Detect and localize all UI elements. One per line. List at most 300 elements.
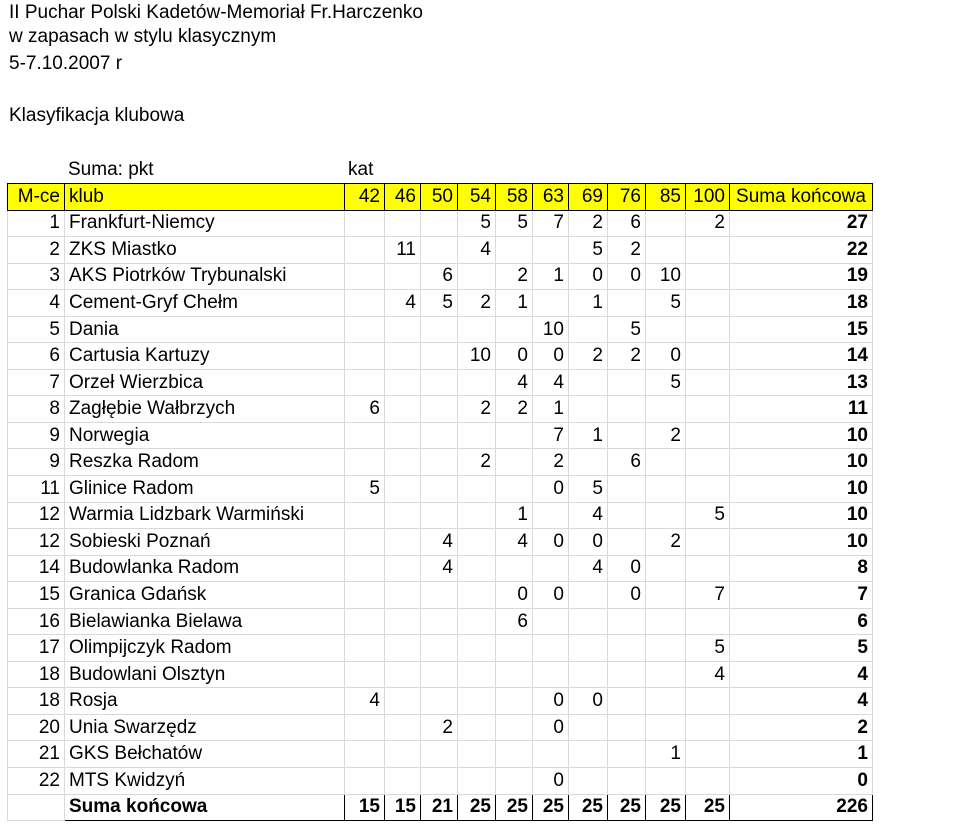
points-cell: [533, 661, 569, 688]
points-cell: 5: [458, 210, 496, 237]
place-cell: 2: [8, 237, 65, 264]
points-cell: [608, 608, 646, 635]
points-cell: [345, 635, 385, 662]
club-cell: Glinice Radom: [65, 476, 345, 503]
points-cell: 5: [496, 210, 533, 237]
points-cell: [533, 290, 569, 317]
club-cell: Norwegia: [65, 422, 345, 449]
points-cell: [608, 422, 646, 449]
points-cell: [608, 635, 646, 662]
points-cell: [686, 290, 730, 317]
place-cell: 14: [8, 555, 65, 582]
points-cell: 5: [646, 369, 686, 396]
points-cell: [458, 369, 496, 396]
points-cell: [646, 582, 686, 609]
points-cell: 6: [421, 263, 458, 290]
table-row: [8, 263, 873, 290]
header-category: 85: [646, 184, 686, 211]
table-row: [8, 316, 873, 343]
points-cell: [458, 741, 496, 768]
points-cell: [686, 369, 730, 396]
points-cell: [345, 714, 385, 741]
footer-category-sum: 25: [608, 794, 646, 821]
points-cell: 4: [345, 688, 385, 715]
points-cell: 0: [569, 263, 608, 290]
total-cell: 22: [730, 237, 873, 264]
points-cell: [646, 210, 686, 237]
points-cell: [608, 529, 646, 556]
points-cell: [421, 476, 458, 503]
points-cell: [421, 768, 458, 795]
table-row: [8, 582, 873, 609]
club-cell: ZKS Miastko: [65, 237, 345, 264]
points-cell: [421, 316, 458, 343]
points-cell: [569, 396, 608, 423]
points-cell: [569, 714, 608, 741]
club-cell: Unia Swarzędz: [65, 714, 345, 741]
total-cell: 10: [730, 476, 873, 503]
place-cell: 21: [8, 741, 65, 768]
points-cell: [421, 661, 458, 688]
points-cell: [496, 449, 533, 476]
points-cell: [421, 502, 458, 529]
points-cell: [686, 688, 730, 715]
points-cell: [421, 635, 458, 662]
points-cell: 0: [533, 768, 569, 795]
title-line-1: II Puchar Polski Kadetów-Memoriał Fr.Harczenko: [9, 2, 423, 23]
points-cell: [686, 449, 730, 476]
points-cell: [421, 210, 458, 237]
total-cell: 10: [730, 422, 873, 449]
points-cell: 0: [608, 582, 646, 609]
points-cell: [385, 210, 421, 237]
points-cell: 4: [569, 502, 608, 529]
points-cell: [496, 476, 533, 503]
total-cell: 10: [730, 449, 873, 476]
table-row: [8, 210, 873, 237]
points-cell: [421, 343, 458, 370]
points-cell: [646, 661, 686, 688]
points-cell: [646, 449, 686, 476]
points-cell: 1: [496, 290, 533, 317]
points-cell: [421, 369, 458, 396]
points-cell: [533, 555, 569, 582]
points-cell: [646, 608, 686, 635]
points-cell: [608, 714, 646, 741]
points-cell: [385, 422, 421, 449]
club-cell: AKS Piotrków Trybunalski: [65, 263, 345, 290]
points-cell: 4: [385, 290, 421, 317]
points-cell: 4: [421, 555, 458, 582]
points-cell: [608, 290, 646, 317]
header-category: 42: [345, 184, 385, 211]
total-cell: 10: [730, 502, 873, 529]
footer-category-sum: 15: [385, 794, 421, 821]
header-category: 46: [385, 184, 421, 211]
total-cell: 14: [730, 343, 873, 370]
header-club: klub: [65, 184, 345, 211]
footer-category-sum: 15: [345, 794, 385, 821]
header-category: 54: [458, 184, 496, 211]
points-cell: [608, 476, 646, 503]
place-cell: 16: [8, 608, 65, 635]
footer-category-sum: 25: [646, 794, 686, 821]
points-cell: [385, 396, 421, 423]
table-row: [8, 608, 873, 635]
points-cell: [646, 396, 686, 423]
points-cell: [385, 343, 421, 370]
footer-label: Suma końcowa: [65, 794, 345, 821]
table-row: [8, 555, 873, 582]
place-cell: 9: [8, 449, 65, 476]
total-cell: 11: [730, 396, 873, 423]
points-cell: [421, 582, 458, 609]
footer-category-sum: 25: [569, 794, 608, 821]
points-cell: [345, 263, 385, 290]
club-cell: Dania: [65, 316, 345, 343]
points-cell: [458, 529, 496, 556]
points-cell: 2: [608, 343, 646, 370]
points-cell: [458, 555, 496, 582]
header-category: 50: [421, 184, 458, 211]
points-cell: [458, 502, 496, 529]
points-cell: [608, 741, 646, 768]
place-cell: 9: [8, 422, 65, 449]
points-cell: 4: [421, 529, 458, 556]
points-cell: 2: [421, 714, 458, 741]
club-cell: MTS Kwidzyń: [65, 768, 345, 795]
points-cell: [496, 635, 533, 662]
points-cell: [608, 396, 646, 423]
points-cell: 6: [345, 396, 385, 423]
points-cell: [686, 608, 730, 635]
points-cell: 5: [686, 635, 730, 662]
table-row: [8, 502, 873, 529]
points-cell: 11: [385, 237, 421, 264]
points-cell: [421, 237, 458, 264]
club-cell: Granica Gdańsk: [65, 582, 345, 609]
points-cell: [458, 263, 496, 290]
points-cell: 7: [533, 210, 569, 237]
footer-category-sum: 25: [496, 794, 533, 821]
points-cell: 10: [458, 343, 496, 370]
points-cell: 0: [608, 555, 646, 582]
points-cell: [421, 608, 458, 635]
club-cell: Bielawianka Bielawa: [65, 608, 345, 635]
total-cell: 4: [730, 688, 873, 715]
points-cell: [608, 688, 646, 715]
points-cell: [569, 741, 608, 768]
points-cell: [686, 237, 730, 264]
points-cell: 0: [533, 582, 569, 609]
points-cell: 2: [686, 210, 730, 237]
points-cell: [385, 688, 421, 715]
club-cell: Olimpijczyk Radom: [65, 635, 345, 662]
total-cell: 6: [730, 608, 873, 635]
sublabel-kat: kat: [348, 159, 374, 180]
title-line-2: w zapasach w stylu klasycznym: [9, 26, 277, 47]
points-cell: [345, 555, 385, 582]
points-cell: [686, 529, 730, 556]
points-cell: 2: [569, 343, 608, 370]
place-cell: 12: [8, 529, 65, 556]
points-cell: 10: [646, 263, 686, 290]
points-cell: 0: [496, 343, 533, 370]
table-row: [8, 529, 873, 556]
points-cell: 1: [569, 290, 608, 317]
table-row: [8, 741, 873, 768]
points-cell: 5: [569, 237, 608, 264]
points-cell: [458, 635, 496, 662]
points-cell: 5: [421, 290, 458, 317]
points-cell: [569, 449, 608, 476]
place-cell: 12: [8, 502, 65, 529]
points-cell: [496, 768, 533, 795]
points-cell: [458, 608, 496, 635]
points-cell: 1: [496, 502, 533, 529]
points-cell: 5: [686, 502, 730, 529]
points-cell: [385, 714, 421, 741]
points-cell: 4: [496, 529, 533, 556]
points-cell: [345, 290, 385, 317]
points-cell: [345, 741, 385, 768]
points-cell: 2: [646, 422, 686, 449]
points-cell: [686, 422, 730, 449]
points-cell: [458, 476, 496, 503]
table-row: [8, 688, 873, 715]
points-cell: 5: [345, 476, 385, 503]
points-cell: 2: [533, 449, 569, 476]
points-cell: 5: [569, 476, 608, 503]
club-cell: GKS Bełchatów: [65, 741, 345, 768]
points-cell: 10: [533, 316, 569, 343]
points-cell: 0: [533, 714, 569, 741]
table-row: [8, 476, 873, 503]
points-cell: 0: [608, 263, 646, 290]
points-cell: [385, 316, 421, 343]
points-cell: [496, 555, 533, 582]
points-cell: 2: [608, 237, 646, 264]
header-category: 76: [608, 184, 646, 211]
place-cell: 18: [8, 688, 65, 715]
place-cell: 4: [8, 290, 65, 317]
place-cell: 17: [8, 635, 65, 662]
points-cell: 2: [569, 210, 608, 237]
points-cell: [345, 343, 385, 370]
table-row: [8, 396, 873, 423]
points-cell: [345, 502, 385, 529]
points-cell: [345, 316, 385, 343]
points-cell: [646, 316, 686, 343]
points-cell: [385, 449, 421, 476]
table-row: [8, 343, 873, 370]
club-cell: Budowlani Olsztyn: [65, 661, 345, 688]
points-cell: 0: [496, 582, 533, 609]
points-cell: 4: [458, 237, 496, 264]
points-cell: [421, 449, 458, 476]
points-cell: [345, 768, 385, 795]
points-cell: [385, 555, 421, 582]
points-cell: [686, 741, 730, 768]
points-cell: 0: [569, 529, 608, 556]
points-cell: [533, 608, 569, 635]
points-cell: 5: [646, 290, 686, 317]
club-cell: Sobieski Poznań: [65, 529, 345, 556]
points-cell: 7: [686, 582, 730, 609]
club-cell: Reszka Radom: [65, 449, 345, 476]
points-cell: 4: [686, 661, 730, 688]
points-cell: [345, 582, 385, 609]
points-cell: [533, 502, 569, 529]
total-cell: 18: [730, 290, 873, 317]
footer-grand-total: 226: [730, 794, 873, 821]
place-cell: 6: [8, 343, 65, 370]
points-cell: 4: [569, 555, 608, 582]
points-cell: [421, 688, 458, 715]
table-footer-row: [8, 794, 873, 821]
place-cell: 1: [8, 210, 65, 237]
points-cell: 1: [646, 741, 686, 768]
points-cell: [496, 714, 533, 741]
points-cell: [458, 422, 496, 449]
points-cell: [646, 714, 686, 741]
footer-empty-cell: [8, 794, 65, 821]
total-cell: 2: [730, 714, 873, 741]
club-cell: Frankfurt-Niemcy: [65, 210, 345, 237]
total-cell: 8: [730, 555, 873, 582]
points-cell: 5: [608, 316, 646, 343]
points-cell: [569, 369, 608, 396]
points-cell: [646, 476, 686, 503]
points-cell: [686, 316, 730, 343]
place-cell: 8: [8, 396, 65, 423]
club-cell: Cement-Gryf Chełm: [65, 290, 345, 317]
place-cell: 15: [8, 582, 65, 609]
points-cell: [569, 316, 608, 343]
points-cell: [569, 608, 608, 635]
points-cell: 1: [533, 263, 569, 290]
points-cell: [686, 768, 730, 795]
points-cell: [608, 661, 646, 688]
points-cell: [385, 529, 421, 556]
total-cell: 10: [730, 529, 873, 556]
points-cell: 2: [458, 449, 496, 476]
points-cell: 2: [458, 396, 496, 423]
total-cell: 13: [730, 369, 873, 396]
points-cell: 2: [458, 290, 496, 317]
points-cell: 0: [569, 688, 608, 715]
points-cell: [533, 635, 569, 662]
points-cell: [686, 263, 730, 290]
points-cell: [421, 422, 458, 449]
points-cell: 6: [608, 449, 646, 476]
table-row: [8, 422, 873, 449]
table-row: [8, 714, 873, 741]
points-cell: [496, 422, 533, 449]
points-cell: [646, 555, 686, 582]
points-cell: 1: [533, 396, 569, 423]
section-title: Klasyfikacja klubowa: [9, 105, 185, 126]
place-cell: 18: [8, 661, 65, 688]
points-cell: [421, 396, 458, 423]
points-cell: [458, 582, 496, 609]
place-cell: 3: [8, 263, 65, 290]
title-line-3: 5-7.10.2007 r: [9, 53, 123, 74]
points-cell: 4: [496, 369, 533, 396]
sublabel-suma: Suma: pkt: [68, 159, 154, 180]
total-cell: 1: [730, 741, 873, 768]
points-cell: 2: [646, 529, 686, 556]
points-cell: [686, 343, 730, 370]
points-cell: [345, 237, 385, 264]
club-cell: Rosja: [65, 688, 345, 715]
points-cell: [385, 768, 421, 795]
place-cell: 5: [8, 316, 65, 343]
points-cell: [385, 741, 421, 768]
points-cell: [345, 608, 385, 635]
footer-category-sum: 25: [533, 794, 569, 821]
table-row: [8, 768, 873, 795]
points-cell: [385, 608, 421, 635]
header-category: 69: [569, 184, 608, 211]
table-row: [8, 635, 873, 662]
table-row: [8, 290, 873, 317]
points-cell: 4: [533, 369, 569, 396]
points-cell: [385, 263, 421, 290]
points-cell: 0: [646, 343, 686, 370]
points-cell: 0: [533, 688, 569, 715]
points-cell: [385, 369, 421, 396]
total-cell: 7: [730, 582, 873, 609]
points-cell: [686, 555, 730, 582]
points-cell: [458, 316, 496, 343]
points-cell: [569, 661, 608, 688]
points-cell: [496, 316, 533, 343]
table-row: [8, 661, 873, 688]
points-cell: [496, 661, 533, 688]
header-category: 63: [533, 184, 569, 211]
points-cell: [385, 635, 421, 662]
points-cell: [646, 502, 686, 529]
points-cell: [686, 396, 730, 423]
total-cell: 19: [730, 263, 873, 290]
points-cell: [385, 476, 421, 503]
place-cell: 22: [8, 768, 65, 795]
points-cell: 7: [533, 422, 569, 449]
points-cell: 1: [569, 422, 608, 449]
table-row: [8, 369, 873, 396]
table-header-row: [8, 184, 873, 211]
points-cell: [608, 369, 646, 396]
points-cell: [345, 449, 385, 476]
points-cell: [608, 502, 646, 529]
points-cell: [496, 688, 533, 715]
header-category: 58: [496, 184, 533, 211]
total-cell: 4: [730, 661, 873, 688]
points-cell: [385, 661, 421, 688]
place-cell: 11: [8, 476, 65, 503]
points-cell: [686, 476, 730, 503]
points-cell: [458, 661, 496, 688]
club-cell: Cartusia Kartuzy: [65, 343, 345, 370]
total-cell: 5: [730, 635, 873, 662]
points-cell: [496, 237, 533, 264]
points-cell: [421, 741, 458, 768]
footer-category-sum: 25: [686, 794, 730, 821]
points-cell: 6: [608, 210, 646, 237]
table-row: [8, 449, 873, 476]
table-row: [8, 237, 873, 264]
